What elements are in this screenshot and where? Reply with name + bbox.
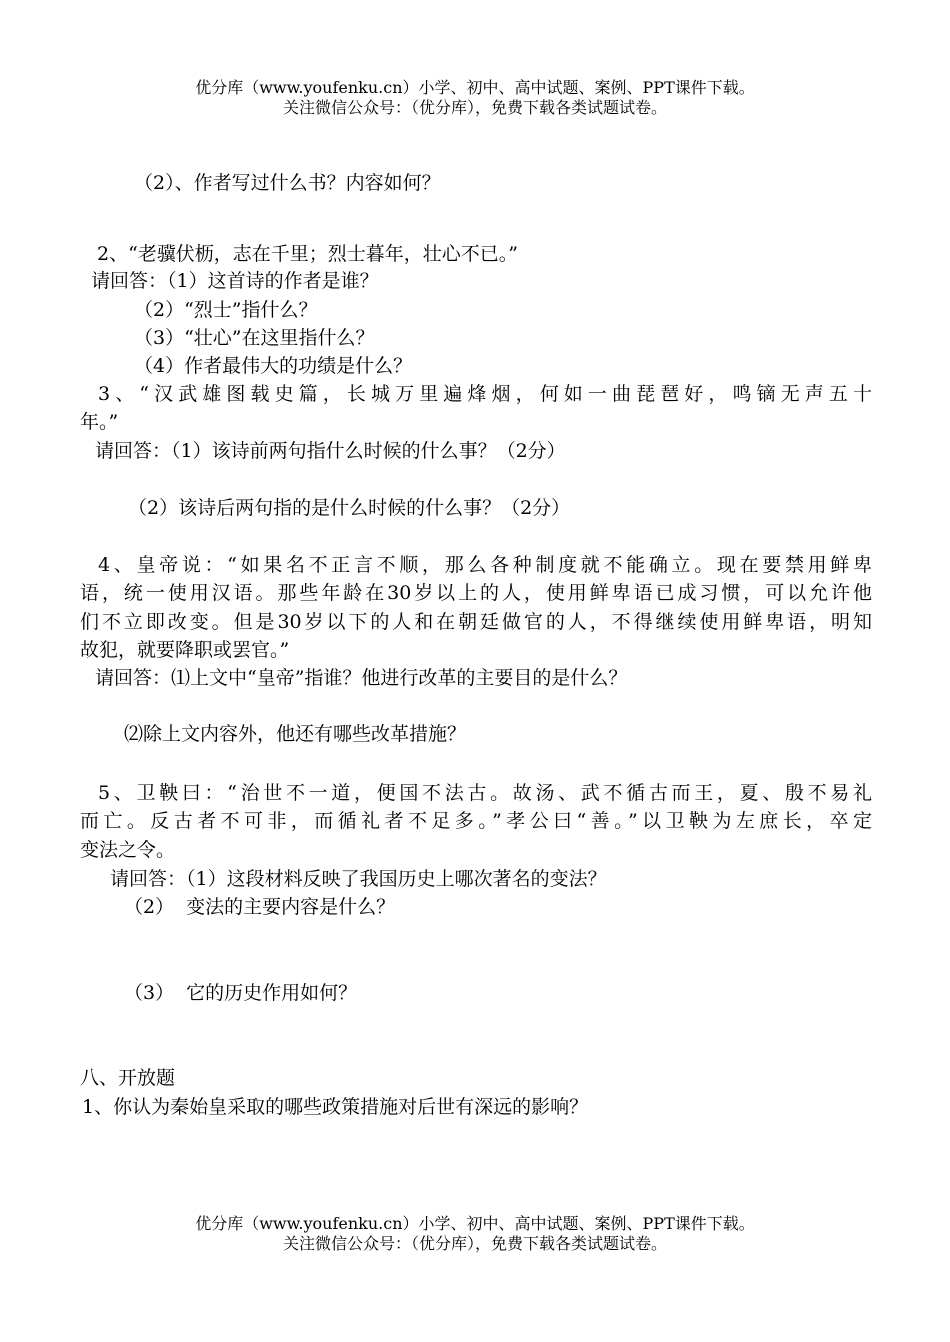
q3-sub2: （2）该诗后两句指的是什么时候的什么事？（2分） (128, 497, 571, 519)
q5-sub1: 请回答：（1）这段材料反映了我国历史上哪次著名的变法？ (110, 868, 607, 890)
q2-stem: 2、“老骥伏枥，志在千里；烈士暮年，壮心不已。” (97, 243, 519, 265)
q5-line3: 变法之令。 (80, 839, 176, 861)
q4-line2: 语，统一使用汉语。那些年龄在30岁以上的人，使用鲜卑语已成习惯，可以允许他 (80, 582, 872, 604)
header-line-2: 关注微信公众号：（优分库），免费下载各类试题试卷。 (282, 98, 667, 117)
footer-line-2: 关注微信公众号：（优分库），免费下载各类试题试卷。 (282, 1234, 667, 1253)
q4-sub2: ⑵除上文内容外，他还有哪些改革措施？ (124, 723, 467, 745)
header-line-1: 优分库（www.youfenku.cn）小学、初中、高中试题、案例、PPT课件下载。 (195, 78, 755, 97)
q5-sub3: （3） 它的历史作用如何？ (124, 982, 358, 1004)
q2-sub3: （3）“壮心”在这里指什么？ (134, 327, 375, 349)
q5-line1: 5、卫鞅曰：“治世不一道，便国不法古。故汤、武不循古而王，夏、殷不易礼 (98, 782, 872, 804)
q3-sub1: 请回答：（1）该诗前两句指什么时候的什么事？（2分） (95, 440, 566, 462)
q3-stem-line2: 年。” (80, 411, 119, 433)
section8-title: 八、开放题 (80, 1067, 176, 1089)
q4-line1: 4、皇帝说：“如果名不正言不顺，那么各种制度就不能确立。现在要禁用鲜卑 (98, 554, 872, 576)
q4-line4: 故犯，就要降职或罢官。” (80, 639, 290, 661)
q2-sub2: （2）“烈士”指什么？ (134, 299, 318, 321)
q2-sub1: 请回答：（1）这首诗的作者是谁？ (91, 270, 379, 292)
footer-line-1: 优分库（www.youfenku.cn）小学、初中、高中试题、案例、PPT课件下载。 (195, 1214, 755, 1233)
q3-stem-line1: 3、“汉武雄图载史篇，长城万里遍烽烟，何如一曲琵琶好，鸣镝无声五十 (98, 383, 872, 405)
q5-line2: 而亡。反古者不可非，而循礼者不足多。”孝公曰“善。”以卫鞅为左庶长，卒定 (80, 810, 872, 832)
q5-sub2: （2） 变法的主要内容是什么？ (124, 896, 396, 918)
q4-sub1: 请回答：⑴上文中“皇帝”指谁？他进行改革的主要目的是什么？ (95, 667, 628, 689)
q2-sub4: （4）作者最伟大的功绩是什么？ (134, 355, 413, 377)
section8-q1: 1、你认为秦始皇采取的哪些政策措施对后世有深远的影响？ (82, 1096, 589, 1118)
q4-line3: 们不立即改变。但是30岁以下的人和在朝廷做官的人，不得继续使用鲜卑语，明知 (80, 611, 872, 633)
q1-part2: （2）、作者写过什么书？内容如何？ (134, 172, 441, 194)
